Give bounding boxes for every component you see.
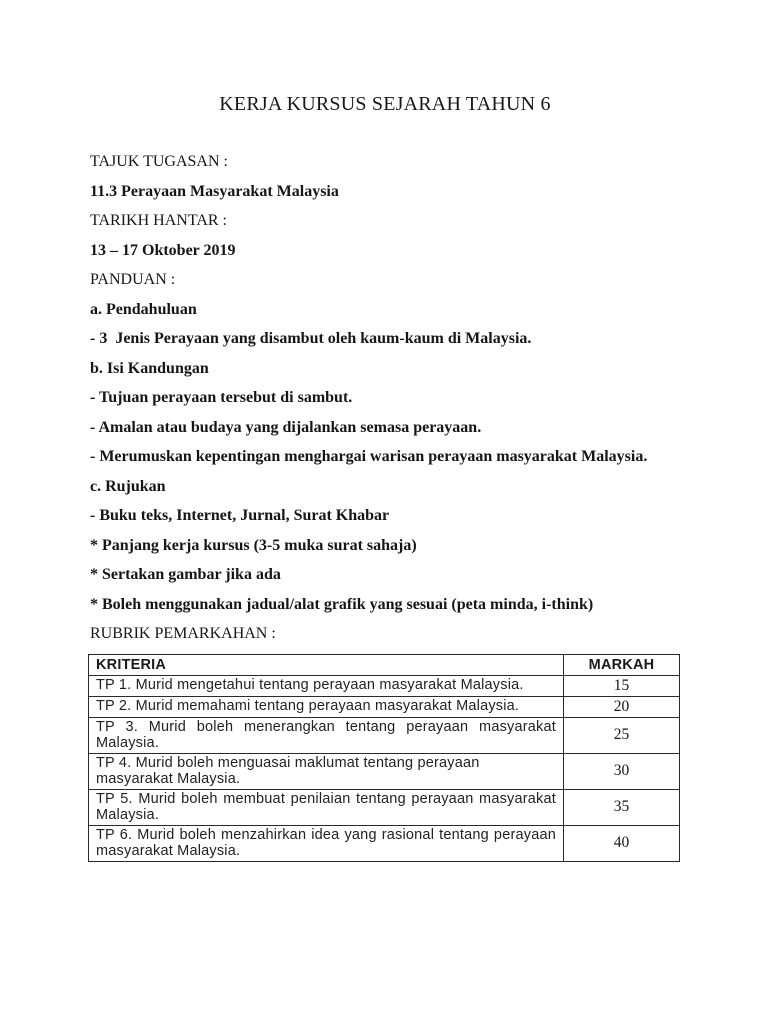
tp4-kriteria: TP 4. Murid boleh menguasai maklumat tentang perayaan masyarakat Malaysia. <box>89 753 564 789</box>
doc-line-rujukan: c. Rujukan <box>90 477 166 495</box>
doc-line-isi-kandungan: b. Isi Kandungan <box>90 359 209 377</box>
table-row-tp2 <box>89 696 680 717</box>
table-row-tp3 <box>89 717 680 753</box>
doc-line-panduan: PANDUAN : <box>90 271 176 288</box>
table-row-tp1 <box>89 675 680 696</box>
document-body <box>90 147 680 649</box>
doc-line-tarikh-hantar: TARIKH HANTAR : <box>90 212 227 229</box>
tp5-kriteria: TP 5. Murid boleh membuat penilaian tentang perayaan masyarakat Malaysia. <box>89 789 564 825</box>
doc-line-amalan: - Amalan atau budaya yang dijalankan semasa perayaan. <box>90 418 482 436</box>
doc-line-sertakan-gambar: * Sertakan gambar jika ada <box>90 566 281 583</box>
doc-line-pendahuluan: a. Pendahuluan <box>90 300 197 318</box>
doc-line-buku-teks: - Buku teks, Internet, Jurnal, Surat Khabar <box>90 507 390 524</box>
doc-line-jadual-grafik: * Boleh menggunakan jadual/alat grafik yang sesuai (peta minda, i-think) <box>90 595 594 613</box>
rubric-table <box>88 654 680 862</box>
doc-line-tajuk-value: 11.3 Perayaan Masyarakat Malaysia <box>90 182 339 200</box>
tp2-kriteria: TP 2. Murid memahami tentang perayaan masyarakat Malaysia. <box>89 696 564 717</box>
table-header-row <box>89 654 680 675</box>
doc-line-jenis-perayaan: - 3 Jenis Perayaan yang disambut oleh kaum-kaum di Malaysia. <box>90 330 532 347</box>
table-row-tp6 <box>89 825 680 861</box>
doc-line-tujuan: - Tujuan perayaan tersebut di sambut. <box>90 389 353 406</box>
page-title: KERJA KURSUS SEJARAH TAHUN 6 <box>219 93 551 115</box>
tp1-markah: 15 <box>564 675 680 696</box>
doc-line-tarikh-value: 13 – 17 Oktober 2019 <box>90 241 236 259</box>
tp3-kriteria: TP 3. Murid boleh menerangkan tentang perayaan masyarakat Malaysia. <box>89 717 564 753</box>
tp5-markah: 35 <box>564 789 680 825</box>
table-row-tp4 <box>89 753 680 789</box>
tp3-markah: 25 <box>564 717 680 753</box>
tp6-kriteria: TP 6. Murid boleh menzahirkan idea yang rasional tentang perayaan masyarakat Malaysia. <box>89 825 564 861</box>
doc-line-tajuk-tugasan: TAJUK TUGASAN : <box>90 153 228 170</box>
tp6-markah: 40 <box>564 825 680 861</box>
tp2-markah: 20 <box>564 696 680 717</box>
doc-line-panjang-kerja: * Panjang kerja kursus (3-5 muka surat sahaja) <box>90 536 417 554</box>
table-row-tp5 <box>89 789 680 825</box>
column-header-markah: MARKAH <box>564 654 680 675</box>
tp1-kriteria: TP 1. Murid mengetahui tentang perayaan masyarakat Malaysia. <box>89 675 564 696</box>
doc-line-rubrik-pemarkahan: RUBRIK PEMARKAHAN : <box>90 625 276 642</box>
column-header-kriteria: KRITERIA <box>89 654 564 675</box>
doc-line-merumuskan: - Merumuskan kepentingan menghargai warisan perayaan masyarakat Malaysia. <box>90 448 648 465</box>
tp4-markah: 30 <box>564 753 680 789</box>
